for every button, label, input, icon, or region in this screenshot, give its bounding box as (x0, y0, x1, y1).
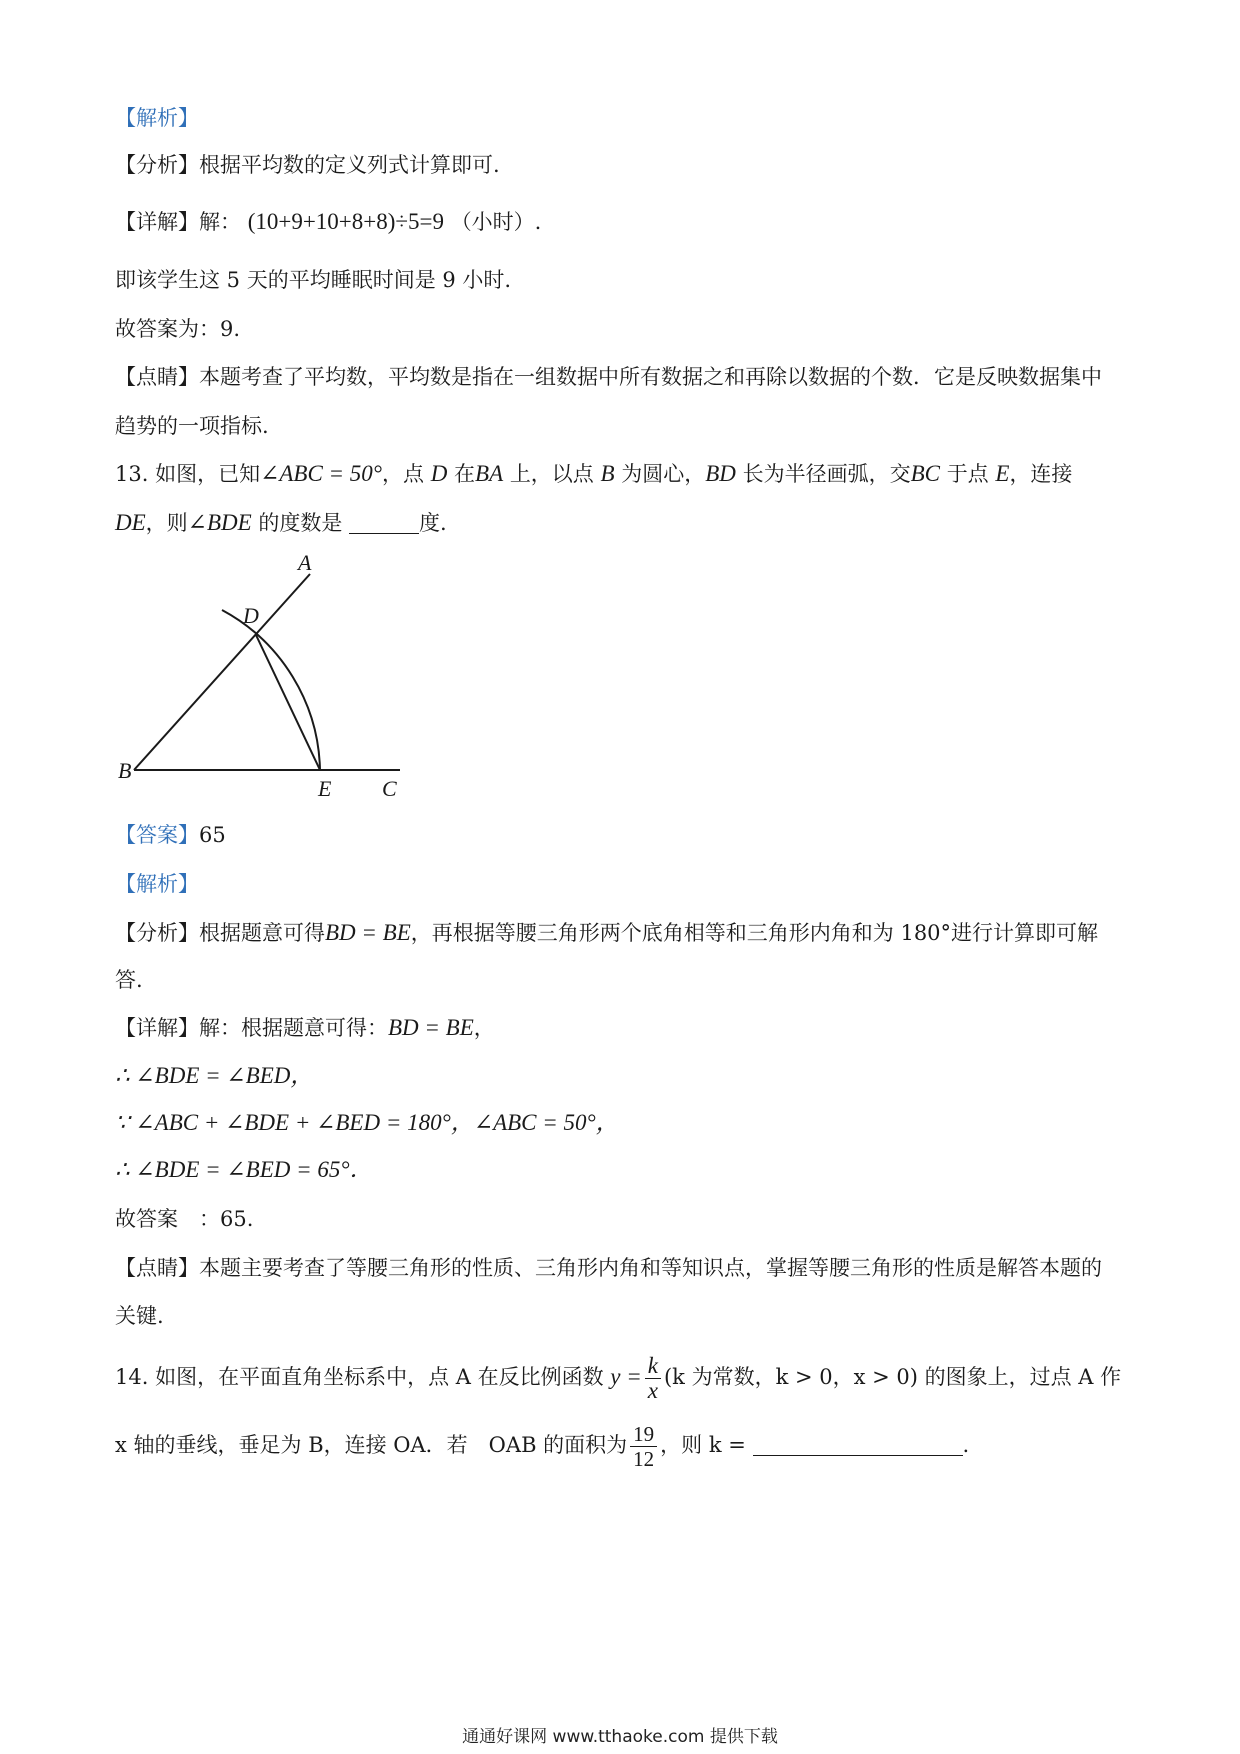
xiangjie-tag: 【详解】 (115, 1016, 199, 1040)
question-13-line1 (115, 459, 1072, 489)
dianjing-12-cont: 趋势的一项指标. (115, 414, 269, 438)
q13-point-e: E (995, 461, 1010, 486)
q13-text: 长为半径画弧，交 (742, 462, 911, 486)
q14-text: . (962, 1433, 970, 1457)
label-d: D (243, 603, 259, 628)
question-13-line2 (115, 508, 447, 538)
q14-func-lhs: y = (610, 1364, 642, 1389)
fenxi-math: BD = BE (325, 920, 411, 945)
xiangjie-12 (115, 207, 541, 237)
answer-13 (115, 820, 226, 850)
q13-text: 度. (419, 511, 447, 535)
q13-angle-abc: ∠ABC = 50° (260, 461, 383, 486)
jiexi-tag-12: 【解析】 (115, 106, 199, 130)
xiangjie-pre: 解： (199, 210, 241, 234)
fenxi-text: 根据题意可得 (199, 921, 325, 945)
q13-segment-de: DE (115, 510, 146, 535)
answer-tag: 【答案】 (115, 823, 199, 847)
fenxi-13-cont: 答. (115, 968, 143, 992)
fenxi-tag: 【分析】 (115, 921, 199, 945)
q13-segment-bd: BD (705, 461, 736, 486)
q14-fraction-kx (645, 1354, 661, 1403)
answer-blank-14 (753, 1433, 963, 1456)
step-2: ∵ ∠ABC + ∠BDE + ∠BED = 180°，∠ABC = 50°， (115, 1110, 619, 1135)
segment-de (256, 635, 320, 770)
dianjing-tag: 【点睛】 (115, 1256, 199, 1280)
fenxi-text: 根据平均数的定义列式计算即可. (199, 153, 500, 177)
question-14-line1 (115, 1347, 1121, 1407)
dianjing-13 (115, 1253, 1102, 1283)
q13-text: 于点 (946, 462, 989, 486)
q13-text: ，点 (382, 462, 425, 486)
answer-12: 故答案为：9. (115, 317, 241, 341)
xiangjie-math: BD = BE (388, 1015, 474, 1040)
q14-area-den: 12 (633, 1447, 655, 1471)
dianjing-text: 本题主要考查了等腰三角形的性质、三角形内角和等知识点，掌握等腰三角形的性质是解答本题的 (199, 1256, 1102, 1280)
q13-text: ，连接 (1009, 462, 1073, 486)
q14-text: ，则 k = (660, 1433, 746, 1457)
page-footer: 通通好课网 www.tthaoke.com 提供下载 (462, 1727, 778, 1747)
q14-text: 14. 如图，在平面直角坐标系中，点 A 在反比例函数 (115, 1365, 604, 1389)
fenxi-13 (115, 918, 1098, 948)
q13-point-b: B (600, 461, 615, 486)
final-answer-13: 故答案 ：65. (115, 1207, 254, 1231)
arc-de (222, 610, 320, 770)
q13-text: 在 (454, 462, 476, 486)
q14-frac-den: x (647, 1378, 658, 1403)
dianjing-12 (115, 362, 1102, 392)
q14-text: (k 为常数，k > 0，x > 0) 的图象上，过点 A 作 (663, 1365, 1122, 1389)
answer-value: 65 (199, 823, 226, 847)
q13-text: ，则 (145, 511, 188, 535)
conclusion-12: 即该学生这 5 天的平均睡眠时间是 9 小时. (115, 268, 512, 292)
xiangjie-tag: 【详解】 (115, 210, 199, 234)
dianjing-text: 本题考查了平均数，平均数是指在一组数据中所有数据之和再除以数据的个数．它是反映数据集中 (199, 365, 1102, 389)
question-14-line2 (115, 1415, 969, 1475)
answer-blank (349, 511, 419, 534)
xiangjie-text: 解：根据题意可得： (199, 1016, 388, 1040)
q13-text: 为圆心， (621, 462, 706, 486)
q13-angle-bde: ∠BDE (187, 510, 252, 535)
q14-fraction-area (630, 1422, 657, 1471)
q13-text: 13. 如图，已知 (115, 462, 261, 486)
label-b: B (118, 758, 132, 783)
step-1: ∴ ∠BDE = ∠BED， (115, 1063, 314, 1088)
label-a: A (298, 550, 312, 575)
dianjing-13-cont: 关键. (115, 1304, 164, 1328)
q13-text: 上，以点 (509, 462, 594, 486)
xiangjie-13 (115, 1013, 495, 1043)
label-e: E (318, 776, 332, 801)
xiangjie-text: ， (473, 1016, 495, 1040)
dianjing-tag: 【点睛】 (115, 365, 199, 389)
xiangjie-post: （小时）. (450, 210, 542, 234)
q14-text: x 轴的垂线，垂足为 B，连接 OA．若 OAB 的面积为 (115, 1433, 628, 1457)
q13-segment-bc: BC (910, 461, 940, 486)
step-3: ∴ ∠BDE = ∠BED = 65°． (115, 1157, 373, 1182)
fenxi-text: ，再根据等腰三角形两个底角相等和三角形内角和为 180°进行计算即可解 (410, 921, 1099, 945)
q13-text: 的度数是 (258, 511, 343, 535)
ray-ba (134, 574, 310, 770)
q13-segment-ba: BA (475, 461, 504, 486)
q14-area-num: 19 (630, 1422, 657, 1447)
jiexi-tag-13: 【解析】 (115, 872, 199, 896)
average-formula: (10+9+10+8+8)÷5=9 (247, 209, 444, 234)
q14-frac-num: k (645, 1354, 661, 1379)
fenxi-tag: 【分析】 (115, 153, 199, 177)
fenxi-12 (115, 150, 500, 180)
label-c: C (382, 776, 397, 801)
q13-point-d: D (430, 461, 448, 486)
geometry-figure-13 (110, 550, 420, 815)
